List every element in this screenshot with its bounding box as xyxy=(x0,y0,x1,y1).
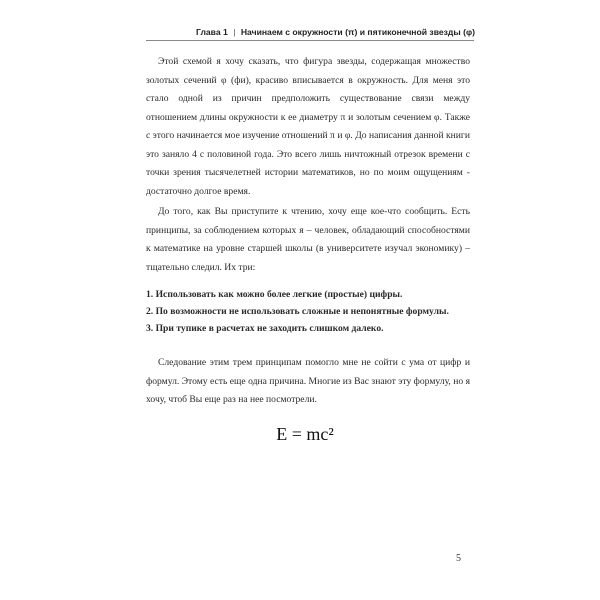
header-separator: | xyxy=(233,27,236,37)
header-rule xyxy=(146,40,474,41)
principle-3: 3. При тупике в расчетах не заходить слишком далеко. xyxy=(146,323,384,334)
paragraph-principles xyxy=(146,203,470,277)
principle-2: 2. По возможности не использовать сложные и непонятные формулы. xyxy=(146,306,449,317)
principles-list xyxy=(146,286,476,337)
paragraph-1-text: Этой схемой я хочу сказать, что фигура звезды, содержащая множество золотых сечений φ (фи), красиво вписывается в окружность. Для меня это стало одной из причин предположить существование связи между отношением длины окружности к ее диаметру π и золотым сечением φ. Также с этого начинается мое изучение отношений π и φ. До написания данной книги это заняло 4 с половиной года. Это всего лишь ничтожный отрезок времени с точки зрения тысячелетней истории математиков, но по моим ощущениям - достаточно долгое время. xyxy=(146,56,470,197)
chapter-title: Начинаем с окружности (π) и пятиконечной звезды (φ) xyxy=(240,27,475,37)
running-header xyxy=(196,27,474,37)
page-number: 5 xyxy=(456,553,461,564)
paragraph-3-text: Следование этим трем принципам помогло мне не сойти с ума от цифр и формул. Этому есть еще одна причина. Многие из Вас знают эту формулу, но я хочу, чтоб Вы еще раз на нее посмотрели. xyxy=(146,357,470,405)
paragraph-2-text: До того, как Вы приступите к чтению, хочу еще кое-что сообщить. Есть принципы, за соблюдением которых я – человек, обладающий способностями к математике на уровне старшей школы (в университете изучал экономику) – тщательно следил. Их три: xyxy=(146,206,470,273)
paragraph-formula-intro xyxy=(146,354,470,410)
einstein-formula: E = mc² xyxy=(276,424,334,444)
paragraph-intro xyxy=(146,53,470,201)
principle-1: 1. Использовать как можно более легкие (простые) цифры. xyxy=(146,289,403,300)
chapter-label: Глава 1 xyxy=(196,27,228,37)
